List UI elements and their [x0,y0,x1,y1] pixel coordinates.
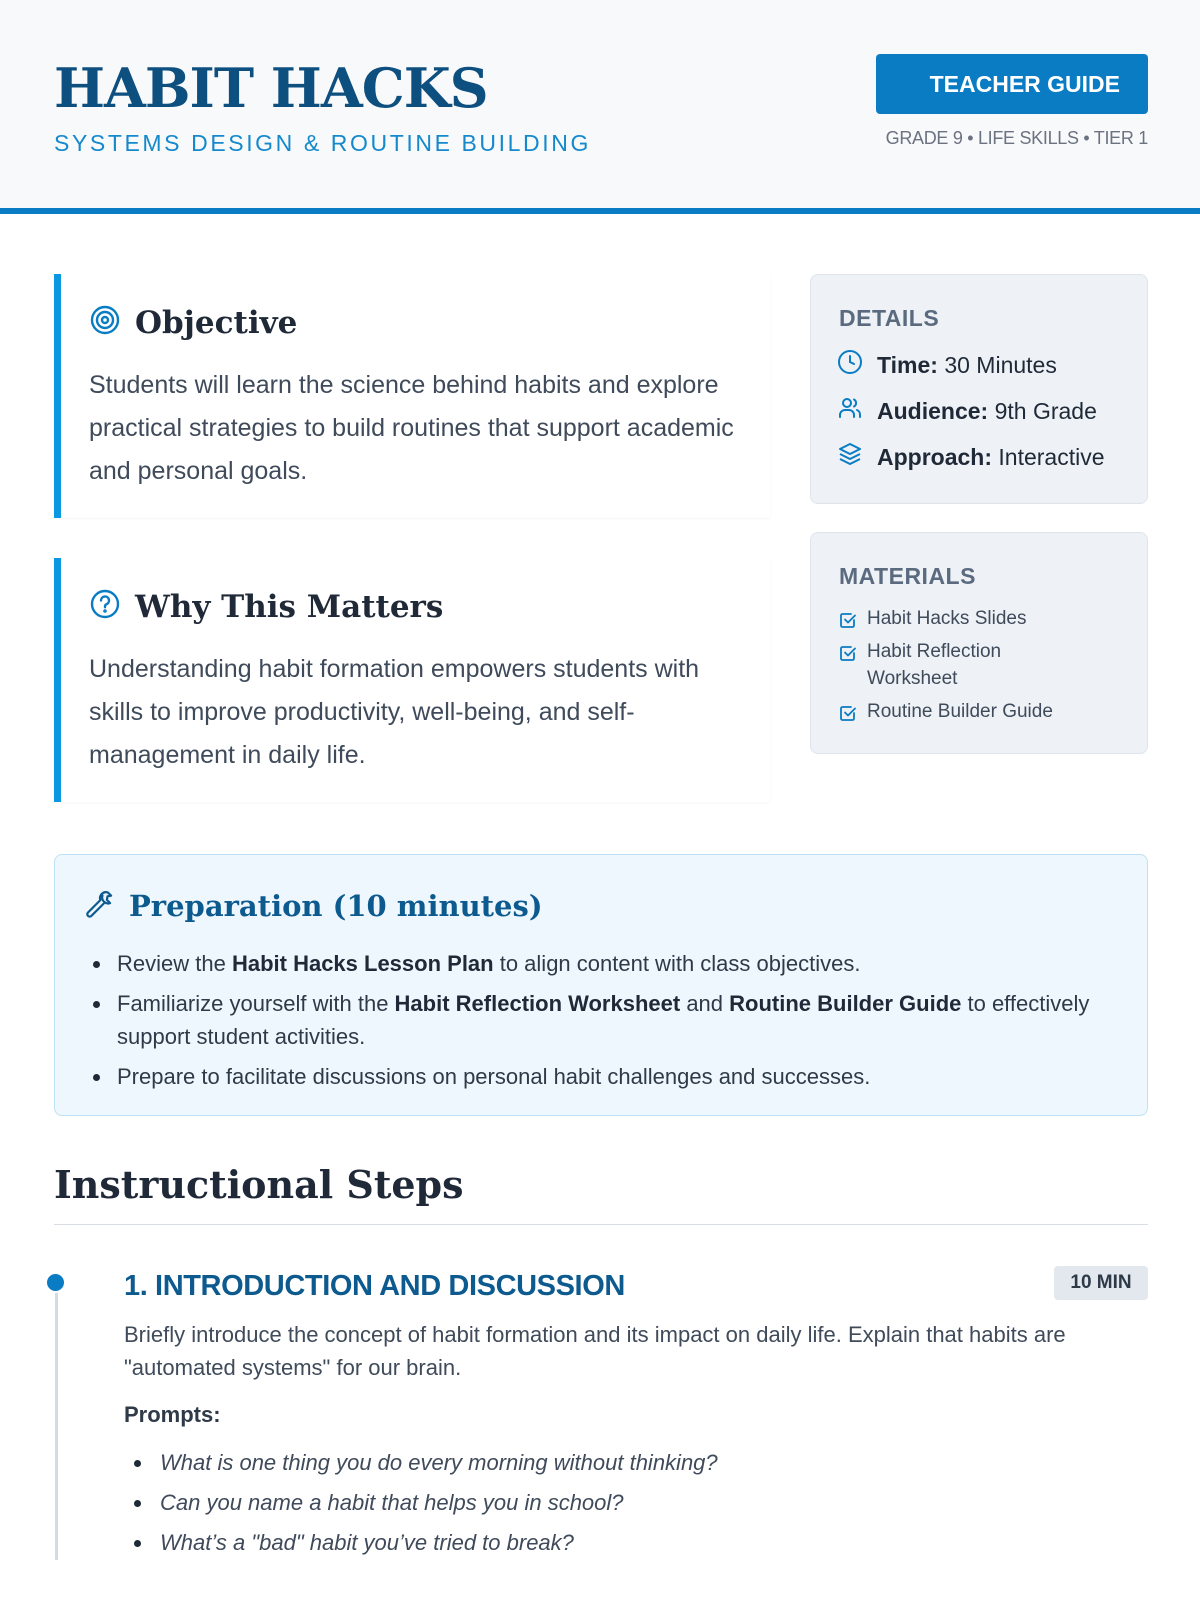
why-text: Understanding habit formation empowers students with skills to improve productivity, well-being, and self-management in daily life. [89,655,700,769]
step-title: 1. INTRODUCTION AND DISCUSSION [124,1270,625,1302]
material-label: Routine Builder Guide [867,701,1053,722]
duration-badge: 10 MIN [1054,1266,1148,1300]
detail-approach-value: Interactive [998,443,1105,470]
material-item [839,698,1139,730]
preparation-list [89,947,1119,1100]
divider [54,1224,1148,1225]
prompt-list [128,1446,1128,1566]
list-item: Can you name a habit that helps you in school? [128,1486,1128,1519]
checkbox-icon [839,610,857,637]
material-label: Habit Reflection Worksheet [867,641,1002,689]
checkbox-icon [839,643,857,670]
why-card [54,558,770,802]
users-icon [837,395,863,427]
clock-icon [837,349,863,381]
details-box [810,274,1148,504]
page-subtitle: SYSTEMS DESIGN & ROUTINE BUILDING [54,130,591,156]
why-title: Why This Matters [135,588,444,625]
details-heading: DETAILS [839,305,940,331]
detail-time [837,349,1057,381]
teacher-guide-button[interactable]: TEACHER GUIDE [876,54,1148,114]
list-item: Review the Habit Hacks Lesson Plan to align content with class objectives. [89,947,1119,980]
material-item [839,605,1139,637]
preparation-box [54,854,1148,1116]
detail-approach [837,441,1105,473]
materials-heading: MATERIALS [839,563,976,589]
detail-time-value: 30 Minutes [944,351,1057,378]
list-item: What is one thing you do every morning without thinking? [128,1446,1128,1479]
question-circle-icon [89,588,121,625]
preparation-title: Preparation (10 minutes) [129,888,543,923]
page-header [0,0,1200,214]
wrench-icon [83,887,115,924]
prompts-label: Prompts: [124,1402,221,1427]
page-title: HABIT HACKS [54,56,488,120]
detail-audience [837,395,1097,427]
timeline-dot [45,1272,66,1293]
steps-heading: Instructional Steps [54,1162,464,1207]
list-item: Familiarize yourself with the Habit Reflection Worksheet and Routine Builder Guide to effectively support student activities. [89,987,1119,1053]
list-item: What’s a "bad" habit you’ve tried to break? [128,1526,1128,1559]
timeline-line [55,1292,58,1560]
detail-time-label: Time: [877,351,938,378]
objective-title: Objective [135,304,298,341]
materials-box [810,532,1148,754]
material-label: Habit Hacks Slides [867,608,1027,629]
objective-text: Students will learn the science behind habits and explore practical strategies to build routines that support academic and personal goals. [89,371,734,485]
material-item [839,638,1139,692]
checkbox-icon [839,703,857,730]
detail-audience-value: 9th Grade [994,397,1097,424]
detail-audience-label: Audience: [877,397,989,424]
detail-approach-label: Approach: [877,443,992,470]
step-description: Briefly introduce the concept of habit formation and its impact on daily life. Explain that habits are "automated systems" for our brain. [124,1322,1066,1380]
objective-card [54,274,770,518]
list-item: Prepare to facilitate discussions on personal habit challenges and successes. [89,1060,1119,1093]
target-icon [89,304,121,341]
layers-icon [837,441,863,473]
grade-meta: GRADE 9 • LIFE SKILLS • TIER 1 [885,128,1148,148]
